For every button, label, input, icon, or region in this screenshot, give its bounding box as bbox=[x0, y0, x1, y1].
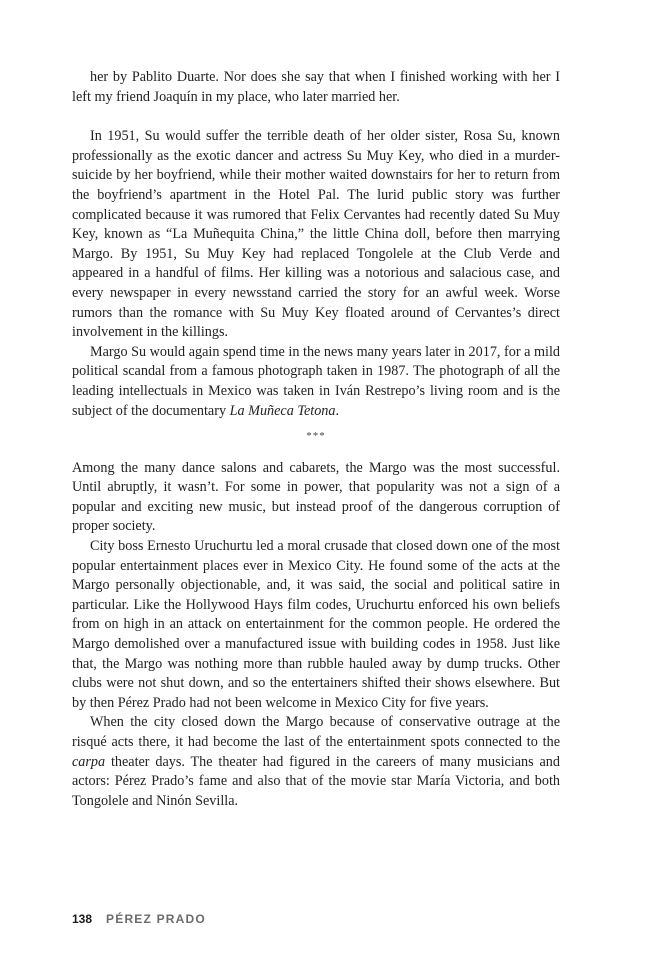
paragraph-text: theater days. The theater had figured in the careers of many musicians and actors: Pérez Prado’s fame and also that of the movie star María Victoria, and both Tongolele and Ninón Sevilla. bbox=[72, 753, 560, 809]
paragraph-carpa bbox=[72, 713, 560, 811]
paragraph-text: When the city closed down the Margo because of conservative outrage at the risqué acts there, it had become the last of the entertainment spots connected to the bbox=[72, 714, 560, 750]
page-body bbox=[72, 68, 560, 811]
documentary-title: La Muñeca Tetona bbox=[229, 402, 336, 419]
paragraph-margo-su-news bbox=[72, 343, 560, 421]
section-separator: *** bbox=[306, 430, 326, 443]
page-number: 138 bbox=[72, 912, 93, 926]
paragraph-dance-salons: Among the many dance salons and cabarets, the Margo was the most successful. Until abruptly, it wasn’t. For some in power, that popularity was not a sign of a popular and exciting new music, but instead proof of the dangerous corruption of proper society. bbox=[72, 459, 560, 535]
paragraph-text: Margo Su would again spend time in the news many years later in 2017, for a mild political scandal from a famous photograph taken in 1987. The photograph of all the leading intellectuals in Mexico was taken in Iván Restrepo’s living room and is the subject of the documentary bbox=[72, 343, 560, 419]
paragraph-continued: her by Pablito Duarte. Nor does she say that when I finished working with her I left my friend Joaquín in my place, who later married her. bbox=[72, 69, 560, 105]
paragraph-rosa-su: In 1951, Su would suffer the terrible death of her older sister, Rosa Su, known professionally as the exotic dancer and actress Su Muy Key, who died in a murder-suicide by her boyfriend, while their mother waited downstairs for her to return from the boyfriend’s apartment in the Hotel Pal. The lurid public story was further complicated because it was rumored that Felix Cervantes had recently dated Su Muy Key, known as “La Muñequita China,” the little China doll, before then marrying Margo. By 1951, Su Muy Key had replaced Tongolele at the Club Verde and appeared in a handful of films. Her killing was a notorious and salacious case, and every newspaper in every newsstand carried the story for an awful week. Worse rumors than the romance with Su Muy Key floated around of Cervantes’s direct involvement in the killings. bbox=[72, 128, 560, 341]
paragraph-text: . bbox=[335, 402, 340, 419]
running-head: PÉREZ PRADO bbox=[106, 912, 206, 926]
carpa-term: carpa bbox=[72, 753, 106, 770]
paragraph-uruchurtu: City boss Ernesto Uruchurtu led a moral crusade that closed down one of the most popular entertainment places ever in Mexico City. He found some of the acts at the Margo personally objectionable, and, it was said, the social and political satire in particular. Like the Hollywood Hays film codes, Uruchurtu enforced his own beliefs from on high in an attack on entertainment for the common people. He ordered the Margo demolished over a manufactured issue with building codes in 1958. Just like that, the Margo was nothing more than rubble hauled away by dump trucks. Other clubs were not shut down, and so the entertainers shifted their shows elsewhere. But by then Pérez Prado had not been welcome in Mexico City for five years. bbox=[72, 538, 560, 711]
page-footer bbox=[72, 912, 206, 926]
